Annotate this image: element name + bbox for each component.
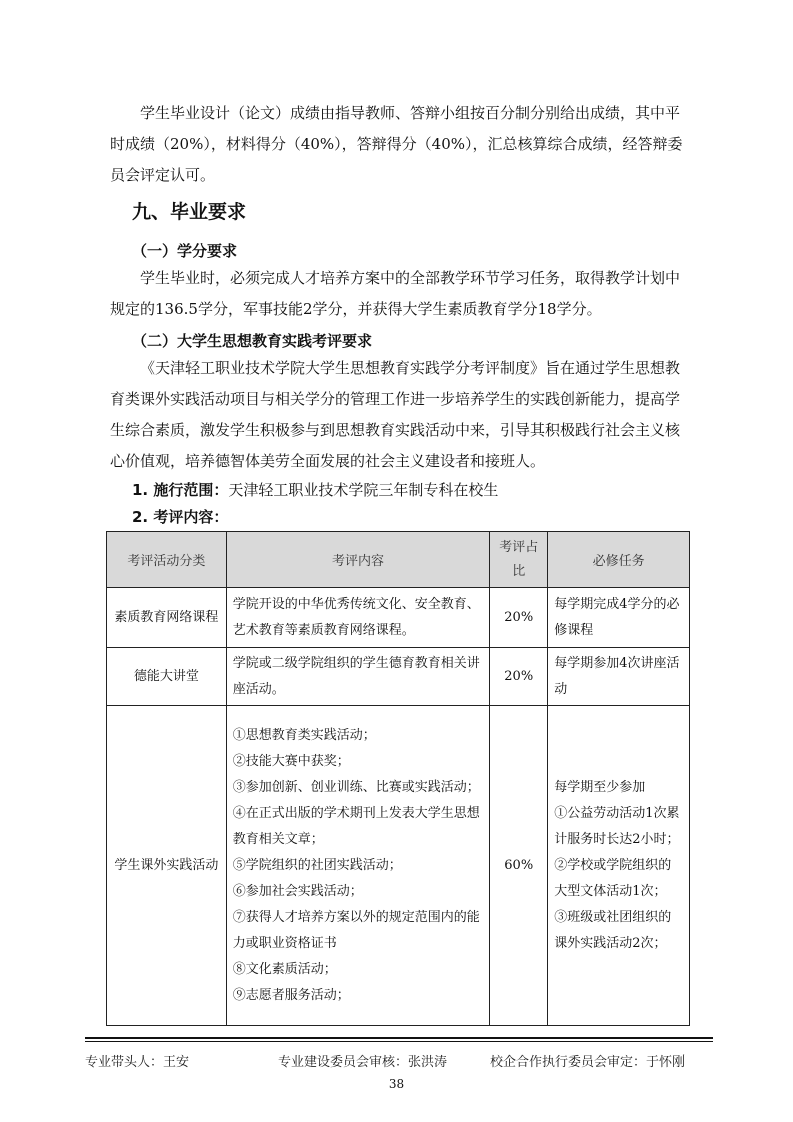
header-ratio: 考评占比 — [490, 532, 548, 588]
list-item: ③参加创新、创业训练、比赛或实践活动； — [232, 779, 480, 795]
header-category: 考评活动分类 — [107, 532, 227, 588]
evaluation-table — [106, 531, 690, 1026]
row-content: 学院或二级学院组织的学生德育教育相关讲座活动。 — [226, 648, 489, 706]
footer-leader: 专业带头人：王安 — [85, 1055, 190, 1070]
credit-requirement-text: 学生毕业时，必须完成人才培养方案中的全部教学环节学习任务，取得教学计划中规定的136.5学分，军事技能2学分，并获得大学生素质教育学分18学分。 — [110, 269, 681, 318]
list-item: ③班级或社团组织的课外实践活动2次； — [554, 909, 672, 951]
ideology-practice-heading: （二）大学生思想教育实践考评要求 — [132, 332, 373, 350]
list-item: ⑥参加社会实践活动； — [232, 883, 363, 899]
row-task-list — [548, 706, 690, 1026]
table-row — [107, 588, 690, 648]
row-ratio: 20% — [490, 588, 548, 648]
scope-text: 天津轻工职业技术学院三年制专科在校生 — [228, 481, 499, 499]
section-title: 九、毕业要求 — [132, 201, 247, 223]
list-item: ①公益劳动活动1次累计服务时长达2小时； — [554, 805, 680, 847]
list-item: ⑧文化素质活动； — [232, 961, 337, 977]
table-row — [107, 648, 690, 706]
scope-item — [132, 479, 498, 500]
list-item: ②学校或学院组织的大型文体活动1次； — [554, 857, 672, 899]
list-item: ④在正式出版的学术期刊上发表大学生思想教育相关文章； — [232, 805, 480, 847]
row-task: 每学期参加4次讲座活动 — [548, 648, 690, 706]
list-item: 每学期至少参加 — [554, 779, 646, 795]
list-item: ⑨志愿者服务活动； — [232, 987, 350, 1003]
row-ratio: 60% — [490, 706, 548, 1026]
content-item — [132, 506, 228, 527]
page-number: 38 — [388, 1077, 405, 1091]
credit-requirement-heading: （一）学分要求 — [132, 242, 238, 260]
grading-paragraph: 学生毕业设计（论文）成绩由指导教师、答辩小组按百分制分别给出成绩，其中平时成绩（20%），材料得分（40%），答辩得分（40%），汇总核算综合成绩，经答辩委员会评定认可。 — [110, 104, 683, 184]
scope-label: 1. 施行范围： — [132, 481, 229, 499]
list-item: ⑤学院组织的社团实践活动； — [232, 857, 402, 873]
row-category: 素质教育网络课程 — [107, 588, 227, 648]
row-category: 德能大讲堂 — [107, 648, 227, 706]
header-task: 必修任务 — [548, 532, 690, 588]
footer-divider-thin — [85, 1041, 713, 1042]
row-category: 学生课外实践活动 — [107, 706, 227, 1026]
footer-review: 专业建设委员会审核：张洪涛 — [278, 1055, 448, 1070]
table-row — [107, 706, 690, 1026]
footer-approve: 校企合作执行委员会审定：于怀刚 — [490, 1055, 686, 1070]
list-item: ②技能大赛中获奖； — [232, 753, 350, 769]
table-header-row — [107, 532, 690, 588]
list-item: ①思想教育类实践活动； — [232, 727, 376, 743]
row-content-list — [226, 706, 489, 1026]
row-task: 每学期完成4学分的必修课程 — [548, 588, 690, 648]
footer-divider — [85, 1037, 713, 1039]
header-content: 考评内容 — [226, 532, 489, 588]
row-ratio: 20% — [490, 648, 548, 706]
list-item: ⑦获得人才培养方案以外的规定范围内的能力或职业资格证书 — [232, 909, 480, 951]
row-content: 学院开设的中华优秀传统文化、安全教育、艺术教育等素质教育网络课程。 — [226, 588, 489, 648]
ideology-practice-text: 《天津轻工职业技术学院大学生思想教育实践学分考评制度》旨在通过学生思想教育类课外实践活动项目与相关学分的管理工作进一步培养学生的实践创新能力，提高学生综合素质，激发学生积极参与到思想教育实践活动中来，引导其积极践行社会主义核心价值观，培养德智体美劳全面发展的社会主义建设者和接班人。 — [110, 359, 681, 470]
content-label: 2. 考评内容： — [132, 508, 229, 526]
